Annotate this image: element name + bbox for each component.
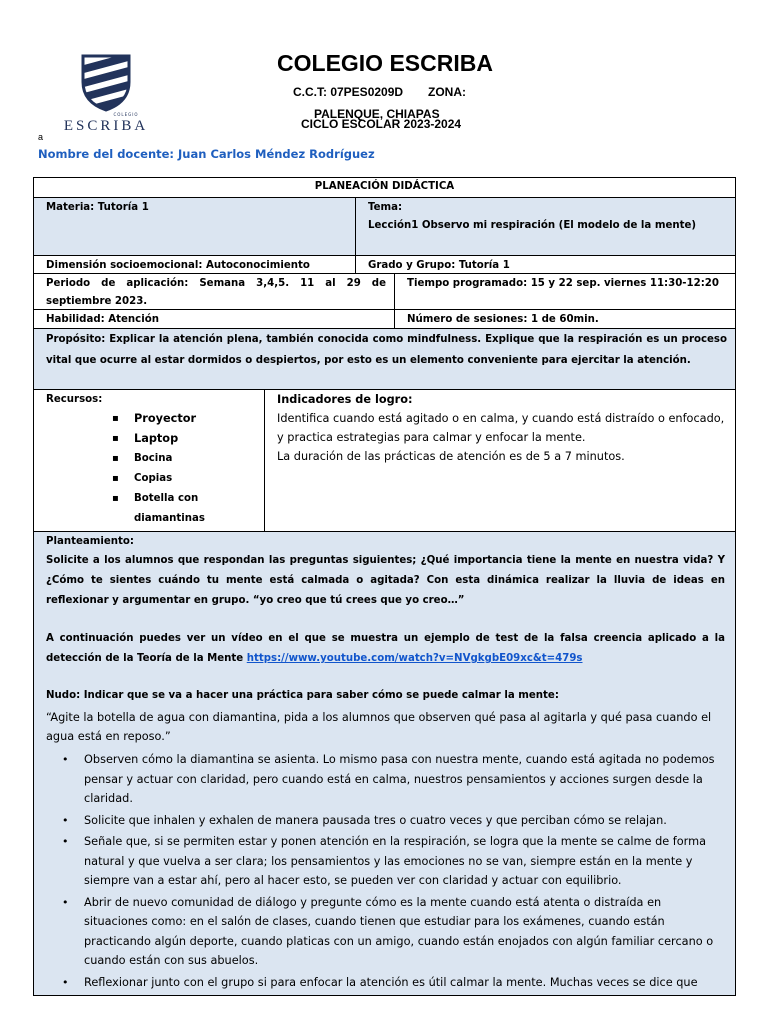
nudo-quote: “Agite la botella de agua con diamantina, pida a los alumnos que observen qué pasa al agitarla y qué pasa cuando el agua está en reposo.” — [46, 711, 712, 743]
materia-row — [34, 197, 735, 255]
tiempo-cell: Tiempo programado: 15 y 22 sep. viernes 11:30-12:20 — [394, 274, 735, 309]
recurso-item: ▪ Botella con diamantinas — [134, 489, 219, 529]
school-logo — [58, 52, 154, 142]
recurso-item: ▪ Laptop — [134, 429, 256, 449]
recurso-item: ▪ Proyector — [134, 409, 256, 429]
table-heading: PLANEACIÓN DIDÁCTICA — [314, 181, 455, 192]
materia-cell: Materia: Tutoría 1 — [46, 202, 149, 213]
city-label: PALENQUE, CHIAPAS — [314, 107, 440, 121]
nudo-label: Nudo: Indicar que se va a hacer una práctica para saber cómo se puede calmar la mente: — [46, 690, 559, 701]
sesiones-cell: Número de sesiones: 1 de 60min. — [394, 310, 735, 328]
indicadores-duration: La duración de las prácticas de atención es de 5 a 7 minutos. — [277, 450, 625, 463]
planteamiento-text: Solicite a los alumnos que respondan las preguntas siguientes; ¿Qué importancia tiene la mente en nuestra vida? Y ¿Cómo te sientes cuándo tu mente está calmada o agitada? Con esta dinámica realizar la lluvia de ideas en reflexionar y argumentar en grupo. “yo creo que tú crees que yo creo…” — [46, 555, 725, 606]
recursos-row — [34, 389, 735, 531]
planteamiento-label: Planteamiento: — [46, 536, 134, 547]
logo-small-text: COLEGIO — [113, 112, 139, 117]
indicadores-text: Identifica cuando está agitado o en calma, y cuando está distraído o enfocado, y practica estrategias para calmar y enfocar la mente. — [277, 412, 725, 444]
planning-table — [33, 177, 736, 996]
zona-label: ZONA: — [428, 85, 466, 99]
tema-label: Tema: — [368, 202, 403, 213]
desarrollo-row — [34, 531, 735, 996]
cct-code: C.C.T: 07PES0209D — [293, 85, 404, 99]
proposito-row — [34, 328, 735, 389]
video-text: A continuación puedes ver un vídeo en el que se muestra un ejemplo de test de la falsa creencia aplicado a la detección de la Teoría de la Mente — [46, 633, 725, 664]
nudo-bullet: • Observen cómo la diamantina se asienta. Lo mismo pasa con nuestra mente, cuando está agitada no podemos pensar y actuar con claridad, pero cuando está en calma, nuestros pensamientos y acciones surgen desde la claridad. — [84, 750, 725, 809]
proposito-cell: Propósito: Explicar la atención plena, también conocida como mindfulness. Explique que la respiración es un proceso vital que ocurre al estar dormidos o despiertos, por esto es un elemento conveniente para ejercitar la atención. — [46, 334, 727, 366]
table-heading-row — [34, 178, 735, 197]
indicadores-cell — [264, 390, 735, 531]
school-year: CICLO ESCOLAR 2023-2024 — [301, 117, 462, 131]
periodo-row — [34, 273, 735, 309]
habilidad-row — [34, 309, 735, 328]
nudo-bullet: • Solicite que inhalen y exhalen de manera pausada tres o cuatro veces y que perciban cómo se relajan. — [84, 811, 725, 831]
nudo-bullet: • Señale que, si se permiten estar y ponen atención en la respiración, se logra que la mente se calme de forma natural y que vuelva a ser clara; los pensamientos y las emociones no se van, siempre están en la mente y siempre van a estar ahí, pero al hacer esto, se pueden ver con claridad y actuar con equilibrio. — [84, 832, 725, 891]
nudo-bullets — [46, 750, 725, 992]
stray-character: a — [38, 132, 44, 142]
video-link[interactable]: https://www.youtube.com/watch?v=NVgkgbE09xc&t=479s — [246, 653, 583, 664]
periodo-cell: Periodo de aplicación: Semana 3,4,5. 11 al 29 de septiembre 2023. — [46, 278, 386, 307]
dimension-cell: Dimensión socioemocional: Autoconocimiento — [46, 260, 310, 271]
nudo-bullet: • Abrir de nuevo comunidad de diálogo y pregunte cómo es la mente cuando está atenta o distraída en situaciones como: en el salón de clases, cuando tienen que estudiar para los exámenes, cuando están practicando algún deporte, cuando platicas con un amigo, cuando están enojados con algún familiar cercano o cuando están con sus abuelos. — [84, 893, 725, 971]
recursos-list — [46, 409, 256, 529]
grado-cell: Grado y Grupo: Tutoría 1 — [355, 256, 735, 273]
recurso-item: ▪ Bocina — [134, 449, 256, 469]
teacher-name: Nombre del docente: Juan Carlos Méndez Rodríguez — [38, 147, 375, 161]
tema-value: Lección1 Observo mi respiración (El modelo de la mente) — [368, 220, 697, 231]
habilidad-cell: Habilidad: Atención — [46, 314, 159, 325]
recursos-cell — [34, 390, 264, 531]
desarrollo-cell — [34, 532, 735, 996]
indicadores-label: Indicadores de logro: — [277, 393, 413, 406]
school-title: COLEGIO ESCRIBA — [277, 50, 493, 76]
video-paragraph — [46, 629, 725, 669]
recurso-item: ▪ Copias — [134, 469, 256, 489]
logo-wordmark: ESCRIBA — [63, 118, 149, 134]
recursos-label: Recursos: — [46, 394, 103, 405]
shield-icon — [80, 52, 132, 112]
dimension-row — [34, 255, 735, 273]
nudo-bullet: • Reflexionar junto con el grupo si para enfocar la atención es útil calmar la mente. Muchas veces se dice que — [84, 973, 725, 993]
tema-cell — [355, 198, 735, 255]
